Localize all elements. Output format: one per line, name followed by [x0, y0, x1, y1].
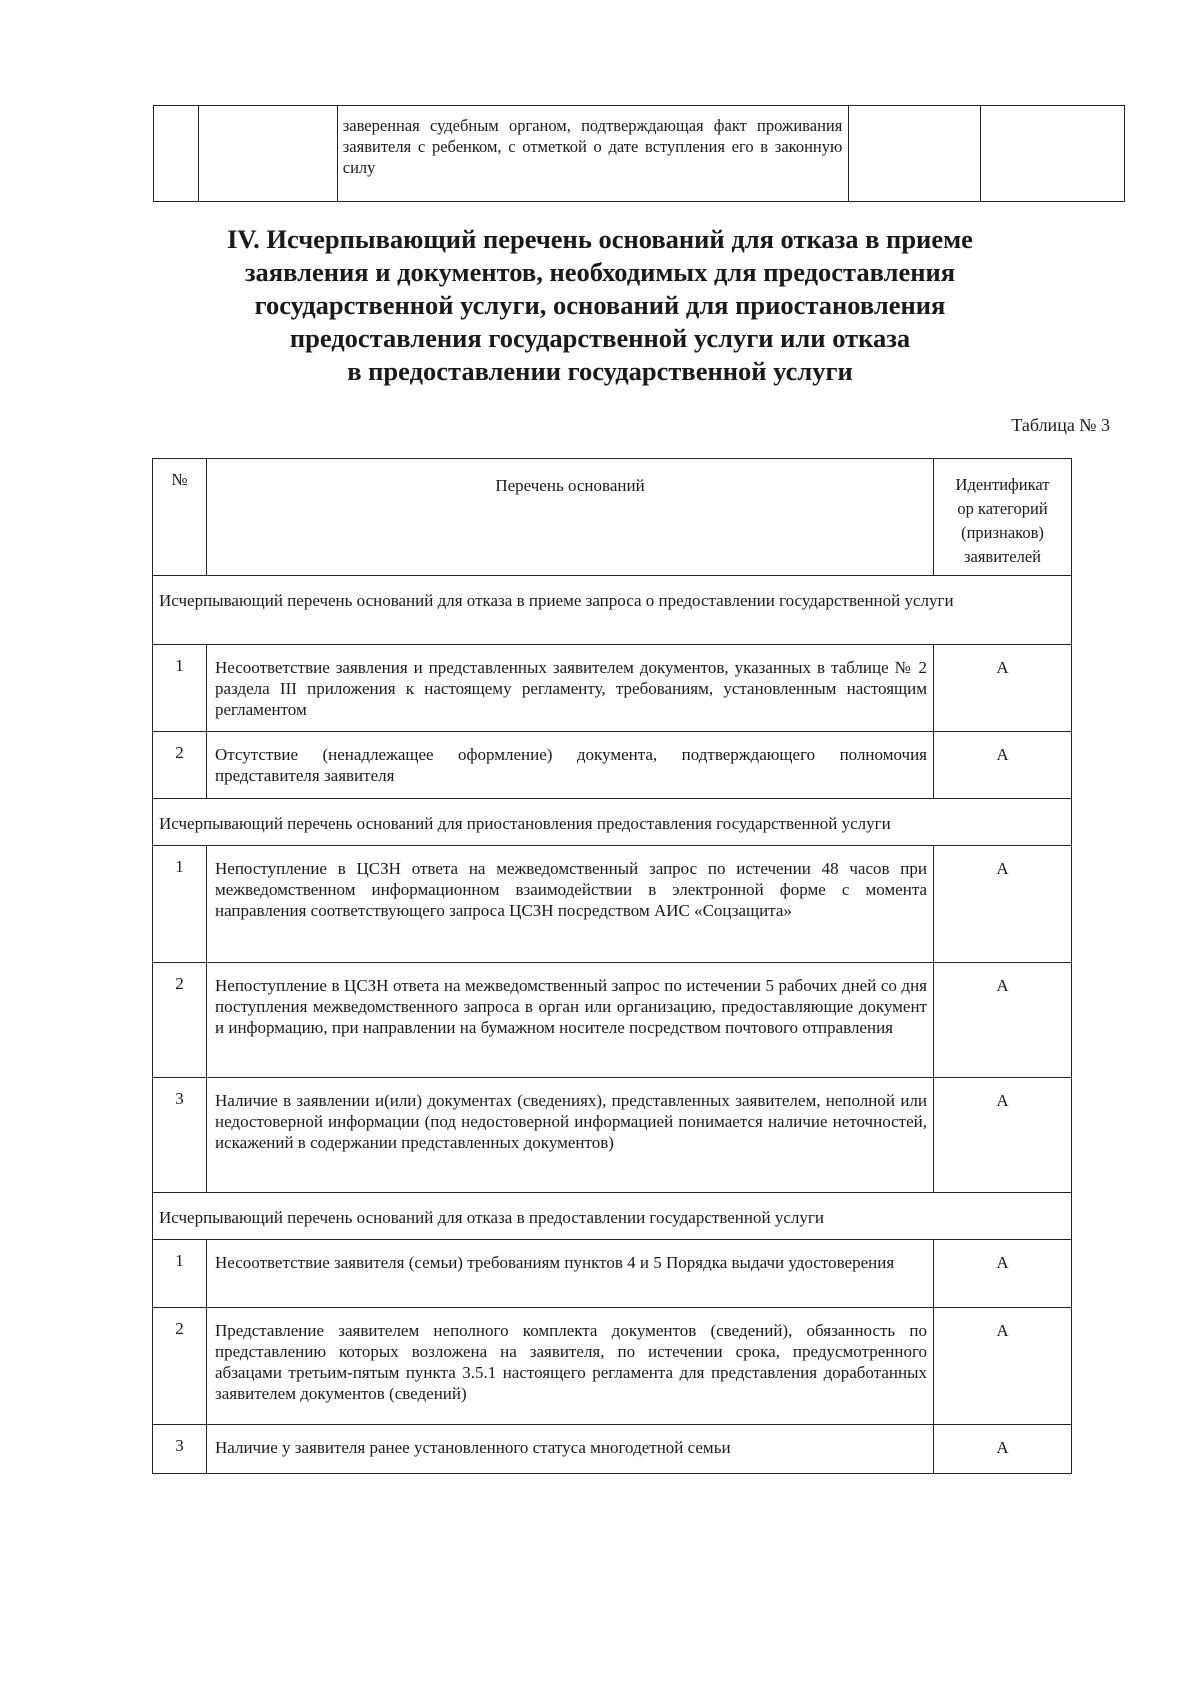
row-category: А	[934, 645, 1072, 732]
table-caption: Таблица № 3	[1011, 415, 1110, 435]
row-category: А	[934, 846, 1072, 963]
table-row	[153, 846, 1072, 963]
empty-cell	[198, 106, 337, 202]
table-row	[153, 1425, 1072, 1474]
section-heading	[140, 223, 1060, 388]
group-title: Исчерпывающий перечень оснований для приостановления предоставления государственной услуги	[153, 799, 1072, 846]
header-identifier	[934, 459, 1072, 576]
row-reason: Наличие в заявлении и(или) документах (сведениях), представленных заявителем, неполной или недостоверной информации (под недостоверной информацией понимается наличие неточностей, искажений в содержании представленных документов)	[207, 1078, 934, 1193]
table-row	[153, 1308, 1072, 1425]
row-category: А	[934, 1308, 1072, 1425]
heading-line: предоставления государственной услуги или отказа	[289, 323, 911, 353]
table-header-row	[153, 459, 1072, 576]
header-identifier-line: заявителей	[964, 547, 1041, 566]
row-category: А	[934, 1078, 1072, 1193]
row-reason: Представление заявителем неполного комплекта документов (сведений), обязанность по представлению которых возложена на заявителя, по истечении срока, предусмотренного абзацами третьим-пятым пункта 3.5.1 настоящего регламента для представления доработанных заявителем документов (сведений)	[207, 1308, 934, 1425]
row-category: А	[934, 1425, 1072, 1474]
heading-line: заявления и документов, необходимых для предоставления	[244, 257, 956, 287]
heading-line: IV. Исчерпывающий перечень оснований для отказа в приеме	[227, 224, 973, 254]
document-description-cell: заверенная судебным органом, подтверждающая факт проживания заявителя с ребенком, с отметкой о дате вступления его в законную силу	[337, 106, 849, 202]
row-reason: Несоответствие заявления и представленных заявителем документов, указанных в таблице № 2 раздела III приложения к настоящему регламенту, требованиям, установленным настоящим регламентом	[207, 645, 934, 732]
header-identifier-line: (признаков)	[961, 523, 1044, 542]
row-reason: Непоступление в ЦСЗН ответа на межведомственный запрос по истечении 48 часов при межведомственном информационном взаимодействии в электронной форме с момента направления соответствующего запроса ЦСЗН посредством АИС «Соцзащита»	[207, 846, 934, 963]
row-number: 2	[153, 963, 207, 1078]
row-category: А	[934, 1240, 1072, 1308]
group-title: Исчерпывающий перечень оснований для отказа в предоставлении государственной услуги	[153, 1193, 1072, 1240]
grounds-table	[152, 458, 1072, 1474]
row-number: 1	[153, 846, 207, 963]
header-num: №	[153, 459, 207, 576]
row-number: 2	[153, 732, 207, 799]
group-title: Исчерпывающий перечень оснований для отказа в приеме запроса о предоставлении государственной услуги	[153, 576, 1072, 645]
row-reason: Отсутствие (ненадлежащее оформление) документа, подтверждающего полномочия представителя заявителя	[207, 732, 934, 799]
header-reasons: Перечень оснований	[207, 459, 934, 576]
header-identifier-line: Идентификат	[955, 475, 1050, 494]
row-reason: Непоступление в ЦСЗН ответа на межведомственный запрос по истечении 5 рабочих дней со дня поступления межведомственного запроса в орган или организацию, предоставляющие документ и информацию, при направлении на бумажном носителе посредством почтового отправления	[207, 963, 934, 1078]
row-number: 3	[153, 1078, 207, 1193]
table-row	[153, 732, 1072, 799]
previous-table-fragment	[153, 105, 1125, 202]
group-title-row	[153, 576, 1072, 645]
row-category: А	[934, 732, 1072, 799]
empty-cell	[849, 106, 981, 202]
row-number: 3	[153, 1425, 207, 1474]
table-row	[153, 645, 1072, 732]
row-reason: Несоответствие заявителя (семьи) требованиям пунктов 4 и 5 Порядка выдачи удостоверения	[207, 1240, 934, 1308]
empty-cell	[154, 106, 199, 202]
header-identifier-line: ор категорий	[957, 499, 1048, 518]
row-number: 1	[153, 645, 207, 732]
heading-line: государственной услуги, оснований для приостановления	[254, 290, 946, 320]
group-title-row	[153, 1193, 1072, 1240]
table-row	[153, 963, 1072, 1078]
row-category: А	[934, 963, 1072, 1078]
empty-cell	[981, 106, 1125, 202]
heading-line: в предоставлении государственной услуги	[347, 356, 853, 386]
table-row	[153, 1240, 1072, 1308]
table-row	[153, 1078, 1072, 1193]
row-number: 1	[153, 1240, 207, 1308]
row-reason: Наличие у заявителя ранее установленного статуса многодетной семьи	[207, 1425, 934, 1474]
previous-table-row	[154, 106, 1125, 202]
group-title-row	[153, 799, 1072, 846]
row-number: 2	[153, 1308, 207, 1425]
